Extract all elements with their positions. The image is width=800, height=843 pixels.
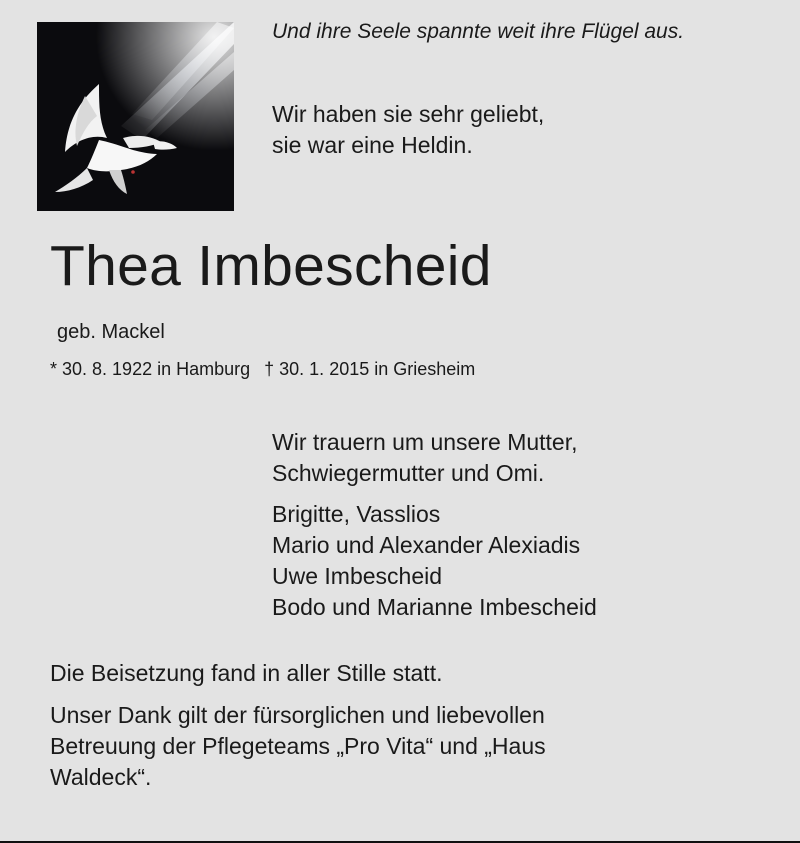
family-member: Uwe Imbescheid <box>272 563 443 589</box>
thanks-line: Unser Dank gilt der fürsorglichen und liebevollen <box>50 702 545 728</box>
mourning-text <box>272 427 578 489</box>
epitaph <box>272 99 544 161</box>
family-list <box>272 499 597 623</box>
life-dates <box>50 356 475 382</box>
funeral-note: Die Beisetzung fand in aller Stille statt. <box>50 660 443 686</box>
birth-date: * 30. 8. 1922 in Hamburg <box>50 359 251 379</box>
death-date: † 30. 1. 2015 in Griesheim <box>264 359 476 379</box>
family-member: Bodo und Marianne Imbescheid <box>272 594 597 620</box>
mourning-line: Schwiegermutter und Omi. <box>272 460 545 486</box>
closing-text <box>50 658 546 793</box>
thanks-line: Waldeck“. <box>50 764 152 790</box>
motto-quote: Und ihre Seele spannte weit ihre Flügel aus. <box>272 20 685 43</box>
epitaph-line: sie war eine Heldin. <box>272 132 473 158</box>
birth-name: geb. Mackel <box>57 321 165 343</box>
family-member: Brigitte, Vasslios <box>272 501 441 527</box>
dove-in-light-icon <box>37 22 234 211</box>
thanks-line: Betreuung der Pflegeteams „Pro Vita“ und „Haus <box>50 733 546 759</box>
mourning-line: Wir trauern um unsere Mutter, <box>272 429 578 455</box>
epitaph-line: Wir haben sie sehr geliebt, <box>272 101 545 127</box>
deceased-name: Thea Imbescheid <box>50 234 492 298</box>
dove-photo <box>37 22 234 211</box>
family-member: Mario und Alexander Alexiadis <box>272 532 581 558</box>
